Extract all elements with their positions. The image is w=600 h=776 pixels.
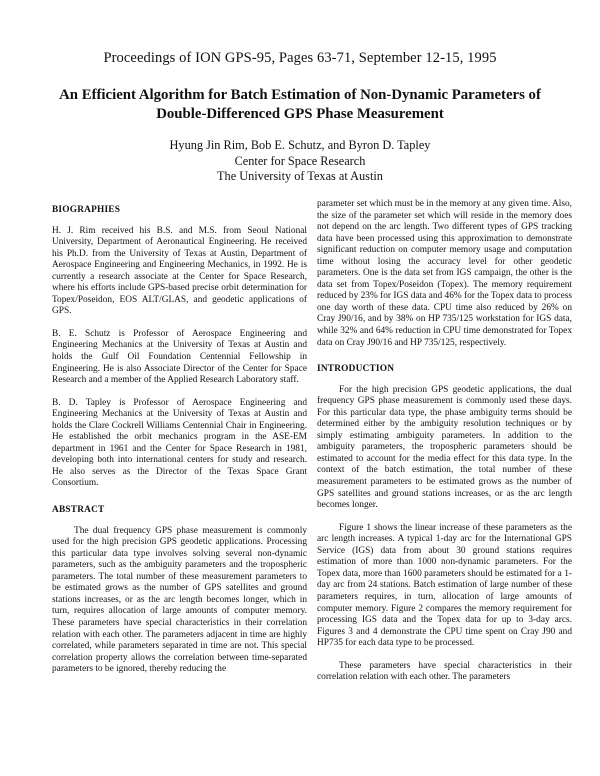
introduction-heading: INTRODUCTION	[317, 364, 395, 375]
intro-paragraph-2: Figure 1 shows the linear increase of these parameters as the arc length increases. A typical 1-day arc for the International GPS Service (IGS) data from about 30 ground stations requires estimation of more than 1000 non-dynamic parameters. For the Topex data, more than 1600 parameters should be estimated for a 1-day arc from 24 stations. Batch estimation of large number of these parameters requires, in turn, allocation of large amounts of computer memory. Figure 2 compares the memory requirement for processing IGS data and the Topex data for up to 3-day arcs. Figures 3 and 4 demonstrate the CPU time spent on Cray J90 and HP735 for each data type to be processed.	[317, 522, 572, 649]
right-column	[317, 199, 572, 695]
affiliation-center: Center for Space Research	[234, 153, 366, 168]
author-names: Hyung Jin Rim, Bob E. Schutz, and Byron D. Tapley	[169, 138, 431, 152]
affiliation-university: The University of Texas at Austin	[217, 169, 383, 183]
abstract-heading: ABSTRACT	[52, 505, 105, 516]
bio-schutz: B. E. Schutz is Professor of Aerospace Engineering and Engineering Mechanics at the University of Texas at Austin and holds the Gulf Oil Foundation Centennial Fellowship in Engineering. He is also Associate Director of the Center for Space Research and a member of the Applied Research Laboratory staff.	[52, 328, 307, 386]
intro-paragraph-1: For the high precision GPS geodetic applications, the dual frequency GPS phase measurement is commonly used these days. For this particular data type, the phase ambiguity terms should be determined either by the ambiguity resolution techniques or by simply estimating ambiguity parameters. In addition to the ambiguity parameters, the tropospheric parameters should be estimated to account for the media effect for this data type. In the context of the batch estimation, the total number of these measurement parameters to be estimated grows as the number of GPS satellites and ground stations increases, or as the arc length becomes longer.	[317, 384, 572, 511]
bio-tapley: B. D. Tapley is Professor of Aerospace Engineering and Engineering Mechanics at the University of Texas at Austin and holds the Clare Cockrell Williams Centennial Chair in Engineering. He established the orbit mechanics program in the ASE-EM department in 1961 and the Center for Space Research in 1981, developing both into international centers for study and research. He also serves as the Director of the Texas Space Grant Consortium.	[52, 397, 307, 489]
left-column	[52, 205, 307, 687]
bio-rim: H. J. Rim received his B.S. and M.S. from Seoul National University, Department of Aeronautical Engineering. He received his Ph.D. from the University of Texas at Austin, Department of Aerospace Engineering and Engineering Mechanics, in 1992. He is currently a research associate at the Center for Space Research, where his efforts include GPS-based precise orbit determination for Topex/Poseidon, EOS ALT/GLAS, and geodetic applications of GPS.	[52, 225, 307, 317]
proceedings-header: Proceedings of ION GPS-95, Pages 63-71, September 12-15, 1995	[103, 50, 497, 66]
intro-paragraph-3: These parameters have special characteristics in their correlation relation with each other. The parameters	[317, 660, 572, 683]
paper-title: An Efficient Algorithm for Batch Estimation of Non-Dynamic Parameters of Double-Differenced GPS Phase Measurement	[59, 87, 541, 122]
author-block	[0, 138, 600, 185]
abstract-text: The dual frequency GPS phase measurement is commonly used for the high precision GPS geodetic applications. Processing this particular data type involves solving several non-dynamic parameters, such as the ambiguity parameters and the tropospheric parameters. The total number of these measurement parameters to be estimated grows as the number of GPS satellites and ground stations increases, or as the arc length becomes longer, which in turn, requires allocation of large amounts of computer memory. These parameters have special characteristics in their correlation relation with each other. The parameters adjacent in time are highly correlated, while parameters separated in time are not. This special correlation property allows the correlation between time-separated parameters to be ignored, thereby reducing the	[52, 525, 307, 675]
biographies-heading: BIOGRAPHIES	[52, 205, 121, 215]
abstract-continued: parameter set which must be in the memory at any given time. Also, the size of the parameter set which will reside in the memory does not depend on the arc length. Two different types of GPS tracking data have been processed using this approximation to demonstrate significant reduction on computer memory usage and computation time without losing the accuracy level for other geodetic parameters. One is the data set from IGS campaign, the other is the data set from Topex/Poseidon (Topex). The memory requirement reduced by 23% for IGS data and 46% for the Topex data to process one day worth of these data. CPU time also reduced by 26% on Cray J90/16, and by 38% on HP 735/125 workstation for IGS data, while 32% and 64% reduction in CPU time demonstrated for Topex data on Cray J90/16 and HP 735/125, respectively.	[317, 199, 572, 348]
